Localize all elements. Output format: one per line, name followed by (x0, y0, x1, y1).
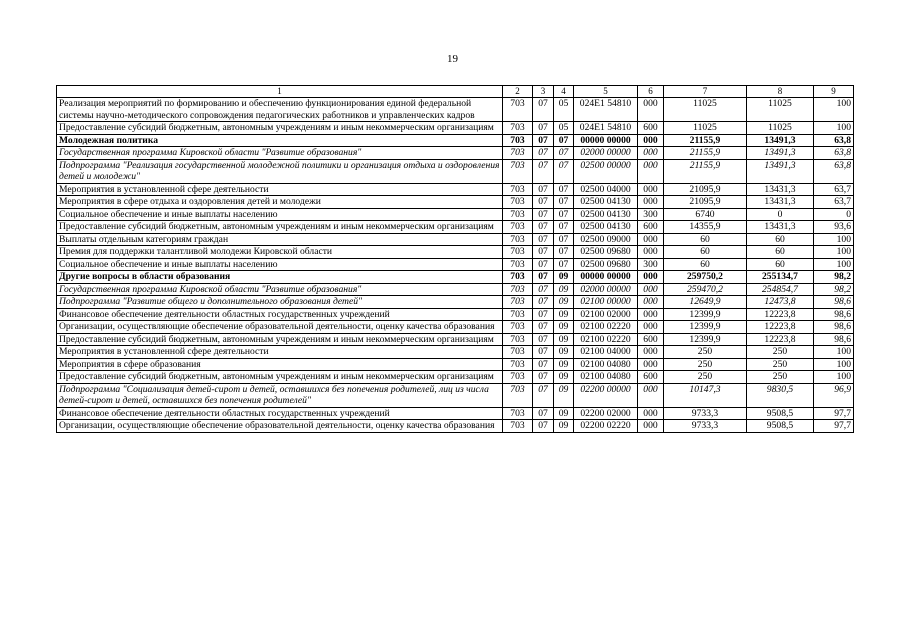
subsection-code-cell: 09 (554, 407, 574, 420)
section-code-cell: 07 (533, 383, 554, 407)
percent-executed-cell: 100 (814, 371, 854, 384)
ministry-code-cell: 703 (503, 233, 533, 246)
row-name-cell: Предоставление субсидий бюджетным, автономным учреждениям и иным некоммерческим организациям (57, 371, 503, 384)
subsection-code-cell: 07 (554, 258, 574, 271)
row-name-cell: Подпрограмма "Социализация детей-сирот и детей, оставшихся без попечения родителей, лиц из числа детей-сирот и детей, оставшихся без попечения родителей" (57, 383, 503, 407)
subsection-code-cell: 09 (554, 333, 574, 346)
section-code-cell: 07 (533, 208, 554, 221)
ministry-code-cell: 703 (503, 221, 533, 234)
ministry-code-cell: 703 (503, 271, 533, 284)
percent-executed-cell: 63,7 (814, 183, 854, 196)
actual-amount-cell: 250 (747, 371, 814, 384)
section-code-cell: 07 (533, 246, 554, 259)
subsection-code-cell: 09 (554, 346, 574, 359)
planned-amount-cell: 21095,9 (664, 196, 747, 209)
row-name-cell: Предоставление субсидий бюджетным, автономным учреждениям и иным некоммерческим организациям (57, 122, 503, 135)
target-article-cell: 02500 04130 (574, 208, 638, 221)
target-article-cell: 02100 04080 (574, 358, 638, 371)
planned-amount-cell: 21155,9 (664, 134, 747, 147)
row-name-cell: Организации, осуществляющие обеспечение образовательной деятельности, оценку качества образования (57, 321, 503, 334)
ministry-code-cell: 703 (503, 258, 533, 271)
actual-amount-cell: 13491,3 (747, 134, 814, 147)
actual-amount-cell: 12223,8 (747, 333, 814, 346)
ministry-code-cell: 703 (503, 407, 533, 420)
actual-amount-cell: 13491,3 (747, 159, 814, 183)
target-article-cell: 02200 02220 (574, 420, 638, 433)
target-article-cell: 02500 04130 (574, 196, 638, 209)
expense-type-cell: 000 (638, 134, 664, 147)
subsection-code-cell: 07 (554, 196, 574, 209)
row-name-cell: Предоставление субсидий бюджетным, автономным учреждениям и иным некоммерческим организациям (57, 333, 503, 346)
actual-amount-cell: 13431,3 (747, 221, 814, 234)
target-article-cell: 02100 02000 (574, 308, 638, 321)
planned-amount-cell: 9733,3 (664, 420, 747, 433)
subsection-code-cell: 07 (554, 147, 574, 160)
percent-executed-cell: 63,8 (814, 159, 854, 183)
actual-amount-cell: 250 (747, 346, 814, 359)
percent-executed-cell: 97,7 (814, 420, 854, 433)
table-row (57, 98, 854, 122)
target-article-cell: 00000 00000 (574, 271, 638, 284)
expense-type-cell: 000 (638, 296, 664, 309)
subsection-code-cell: 09 (554, 321, 574, 334)
table-row (57, 333, 854, 346)
planned-amount-cell: 21095,9 (664, 183, 747, 196)
table-row (57, 308, 854, 321)
subsection-code-cell: 05 (554, 98, 574, 122)
subsection-code-cell: 07 (554, 159, 574, 183)
planned-amount-cell: 259470,2 (664, 283, 747, 296)
actual-amount-cell: 60 (747, 233, 814, 246)
percent-executed-cell: 100 (814, 246, 854, 259)
ministry-code-cell: 703 (503, 134, 533, 147)
subsection-code-cell: 07 (554, 183, 574, 196)
row-name-cell: Реализация мероприятий по формированию и обеспечению функционирования единой федеральной системы научно-методического сопровождения педагогических работников и управленческих кадров (57, 98, 503, 122)
expense-type-cell: 600 (638, 221, 664, 234)
expense-type-cell: 000 (638, 283, 664, 296)
target-article-cell: 024Е1 54810 (574, 122, 638, 135)
percent-executed-cell: 100 (814, 122, 854, 135)
planned-amount-cell: 12399,9 (664, 321, 747, 334)
actual-amount-cell: 9508,5 (747, 420, 814, 433)
row-name-cell: Мероприятия в сфере образования (57, 358, 503, 371)
table-row (57, 296, 854, 309)
subsection-code-cell: 09 (554, 358, 574, 371)
table-header-row (57, 86, 854, 98)
subsection-code-cell: 07 (554, 134, 574, 147)
target-article-cell: 02200 00000 (574, 383, 638, 407)
target-article-cell: 02500 09680 (574, 246, 638, 259)
percent-executed-cell: 98,6 (814, 321, 854, 334)
ministry-code-cell: 703 (503, 208, 533, 221)
expense-type-cell: 000 (638, 407, 664, 420)
target-article-cell: 02500 00000 (574, 159, 638, 183)
row-name-cell: Организации, осуществляющие обеспечение образовательной деятельности, оценку качества образования (57, 420, 503, 433)
expense-type-cell: 000 (638, 196, 664, 209)
column-header-9: 9 (814, 86, 854, 98)
section-code-cell: 07 (533, 283, 554, 296)
percent-executed-cell: 63,8 (814, 147, 854, 160)
subsection-code-cell: 09 (554, 420, 574, 433)
budget-table (56, 85, 854, 433)
ministry-code-cell: 703 (503, 122, 533, 135)
target-article-cell: 024Е1 54810 (574, 98, 638, 122)
section-code-cell: 07 (533, 98, 554, 122)
table-row (57, 346, 854, 359)
actual-amount-cell: 12473,8 (747, 296, 814, 309)
ministry-code-cell: 703 (503, 183, 533, 196)
target-article-cell: 02100 02220 (574, 321, 638, 334)
section-code-cell: 07 (533, 147, 554, 160)
row-name-cell: Предоставление субсидий бюджетным, автономным учреждениям и иным некоммерческим организациям (57, 221, 503, 234)
actual-amount-cell: 255134,7 (747, 271, 814, 284)
subsection-code-cell: 05 (554, 122, 574, 135)
row-name-cell: Социальное обеспечение и иные выплаты населению (57, 208, 503, 221)
actual-amount-cell: 0 (747, 208, 814, 221)
table-row (57, 208, 854, 221)
ministry-code-cell: 703 (503, 98, 533, 122)
planned-amount-cell: 259750,2 (664, 271, 747, 284)
percent-executed-cell: 98,2 (814, 271, 854, 284)
section-code-cell: 07 (533, 358, 554, 371)
row-name-cell: Государственная программа Кировской области "Развитие образования" (57, 283, 503, 296)
section-code-cell: 07 (533, 296, 554, 309)
column-header-8: 8 (747, 86, 814, 98)
subsection-code-cell: 07 (554, 233, 574, 246)
target-article-cell: 02000 00000 (574, 283, 638, 296)
section-code-cell: 07 (533, 371, 554, 384)
ministry-code-cell: 703 (503, 283, 533, 296)
ministry-code-cell: 703 (503, 321, 533, 334)
percent-executed-cell: 100 (814, 358, 854, 371)
planned-amount-cell: 10147,3 (664, 383, 747, 407)
planned-amount-cell: 14355,9 (664, 221, 747, 234)
table-row (57, 358, 854, 371)
expense-type-cell: 000 (638, 246, 664, 259)
table-row (57, 159, 854, 183)
planned-amount-cell: 11025 (664, 98, 747, 122)
target-article-cell: 02500 04130 (574, 221, 638, 234)
table-row (57, 196, 854, 209)
actual-amount-cell: 12223,8 (747, 308, 814, 321)
column-header-4: 4 (554, 86, 574, 98)
expense-type-cell: 600 (638, 333, 664, 346)
page-number: 19 (447, 53, 458, 65)
expense-type-cell: 000 (638, 271, 664, 284)
table-row (57, 233, 854, 246)
actual-amount-cell: 9830,5 (747, 383, 814, 407)
row-name-cell: Подпрограмма "Реализация государственной молодежной политики и организация отдыха и оздоровления детей и молодежи" (57, 159, 503, 183)
planned-amount-cell: 21155,9 (664, 147, 747, 160)
percent-executed-cell: 98,6 (814, 308, 854, 321)
row-name-cell: Выплаты отдельным категориям граждан (57, 233, 503, 246)
actual-amount-cell: 60 (747, 246, 814, 259)
expense-type-cell: 000 (638, 147, 664, 160)
percent-executed-cell: 63,7 (814, 196, 854, 209)
expense-type-cell: 000 (638, 321, 664, 334)
subsection-code-cell: 07 (554, 246, 574, 259)
table-row (57, 134, 854, 147)
ministry-code-cell: 703 (503, 147, 533, 160)
expense-type-cell: 600 (638, 122, 664, 135)
column-header-1: 1 (57, 86, 503, 98)
expense-type-cell: 000 (638, 420, 664, 433)
planned-amount-cell: 9733,3 (664, 407, 747, 420)
section-code-cell: 07 (533, 271, 554, 284)
table-row (57, 371, 854, 384)
planned-amount-cell: 60 (664, 246, 747, 259)
table-row (57, 321, 854, 334)
target-article-cell: 02100 00000 (574, 296, 638, 309)
expense-type-cell: 600 (638, 371, 664, 384)
column-header-3: 3 (533, 86, 554, 98)
section-code-cell: 07 (533, 183, 554, 196)
planned-amount-cell: 60 (664, 258, 747, 271)
table-row (57, 183, 854, 196)
row-name-cell: Мероприятия в сфере отдыха и оздоровления детей и молодежи (57, 196, 503, 209)
table-row (57, 271, 854, 284)
table-row (57, 122, 854, 135)
column-header-6: 6 (638, 86, 664, 98)
table-row (57, 221, 854, 234)
percent-executed-cell: 100 (814, 98, 854, 122)
target-article-cell: 02100 04080 (574, 371, 638, 384)
actual-amount-cell: 254854,7 (747, 283, 814, 296)
expense-type-cell: 000 (638, 159, 664, 183)
percent-executed-cell: 100 (814, 258, 854, 271)
target-article-cell: 02100 04000 (574, 346, 638, 359)
target-article-cell: 02500 09680 (574, 258, 638, 271)
subsection-code-cell: 09 (554, 271, 574, 284)
expense-type-cell: 000 (638, 358, 664, 371)
section-code-cell: 07 (533, 333, 554, 346)
planned-amount-cell: 12399,9 (664, 333, 747, 346)
section-code-cell: 07 (533, 221, 554, 234)
ministry-code-cell: 703 (503, 308, 533, 321)
expense-type-cell: 000 (638, 383, 664, 407)
actual-amount-cell: 250 (747, 358, 814, 371)
percent-executed-cell: 0 (814, 208, 854, 221)
ministry-code-cell: 703 (503, 358, 533, 371)
column-header-5: 5 (574, 86, 638, 98)
planned-amount-cell: 12649,9 (664, 296, 747, 309)
percent-executed-cell: 63,8 (814, 134, 854, 147)
subsection-code-cell: 09 (554, 371, 574, 384)
target-article-cell: 00000 00000 (574, 134, 638, 147)
row-name-cell: Социальное обеспечение и иные выплаты населению (57, 258, 503, 271)
table-row (57, 258, 854, 271)
percent-executed-cell: 93,6 (814, 221, 854, 234)
section-code-cell: 07 (533, 407, 554, 420)
ministry-code-cell: 703 (503, 159, 533, 183)
actual-amount-cell: 60 (747, 258, 814, 271)
target-article-cell: 02000 00000 (574, 147, 638, 160)
ministry-code-cell: 703 (503, 296, 533, 309)
subsection-code-cell: 09 (554, 296, 574, 309)
row-name-cell: Подпрограмма "Развитие общего и дополнительного образования детей" (57, 296, 503, 309)
target-article-cell: 02500 04000 (574, 183, 638, 196)
expense-type-cell: 000 (638, 183, 664, 196)
planned-amount-cell: 6740 (664, 208, 747, 221)
planned-amount-cell: 250 (664, 371, 747, 384)
target-article-cell: 02200 02000 (574, 407, 638, 420)
actual-amount-cell: 11025 (747, 98, 814, 122)
section-code-cell: 07 (533, 308, 554, 321)
actual-amount-cell: 13431,3 (747, 183, 814, 196)
percent-executed-cell: 98,6 (814, 333, 854, 346)
actual-amount-cell: 11025 (747, 122, 814, 135)
section-code-cell: 07 (533, 258, 554, 271)
row-name-cell: Другие вопросы в области образования (57, 271, 503, 284)
target-article-cell: 02500 09000 (574, 233, 638, 246)
row-name-cell: Премия для поддержки талантливой молодежи Кировской области (57, 246, 503, 259)
target-article-cell: 02100 02220 (574, 333, 638, 346)
percent-executed-cell: 97,7 (814, 407, 854, 420)
planned-amount-cell: 250 (664, 346, 747, 359)
table-row (57, 246, 854, 259)
table-body (57, 98, 854, 433)
subsection-code-cell: 07 (554, 208, 574, 221)
table-row (57, 283, 854, 296)
subsection-code-cell: 09 (554, 383, 574, 407)
expense-type-cell: 000 (638, 98, 664, 122)
row-name-cell: Государственная программа Кировской области "Развитие образования" (57, 147, 503, 160)
column-header-7: 7 (664, 86, 747, 98)
section-code-cell: 07 (533, 346, 554, 359)
column-header-2: 2 (503, 86, 533, 98)
actual-amount-cell: 13431,3 (747, 196, 814, 209)
ministry-code-cell: 703 (503, 333, 533, 346)
table-row (57, 383, 854, 407)
table-row (57, 420, 854, 433)
ministry-code-cell: 703 (503, 371, 533, 384)
actual-amount-cell: 9508,5 (747, 407, 814, 420)
row-name-cell: Молодежная политика (57, 134, 503, 147)
section-code-cell: 07 (533, 420, 554, 433)
section-code-cell: 07 (533, 159, 554, 183)
ministry-code-cell: 703 (503, 246, 533, 259)
section-code-cell: 07 (533, 321, 554, 334)
percent-executed-cell: 98,6 (814, 296, 854, 309)
ministry-code-cell: 703 (503, 346, 533, 359)
percent-executed-cell: 100 (814, 233, 854, 246)
row-name-cell: Финансовое обеспечение деятельности областных государственных учреждений (57, 407, 503, 420)
ministry-code-cell: 703 (503, 420, 533, 433)
subsection-code-cell: 09 (554, 308, 574, 321)
planned-amount-cell: 21155,9 (664, 159, 747, 183)
percent-executed-cell: 100 (814, 346, 854, 359)
actual-amount-cell: 12223,8 (747, 321, 814, 334)
row-name-cell: Финансовое обеспечение деятельности областных государственных учреждений (57, 308, 503, 321)
expense-type-cell: 000 (638, 346, 664, 359)
planned-amount-cell: 60 (664, 233, 747, 246)
section-code-cell: 07 (533, 122, 554, 135)
actual-amount-cell: 13491,3 (747, 147, 814, 160)
expense-type-cell: 000 (638, 233, 664, 246)
expense-type-cell: 300 (638, 208, 664, 221)
ministry-code-cell: 703 (503, 196, 533, 209)
percent-executed-cell: 98,2 (814, 283, 854, 296)
section-code-cell: 07 (533, 134, 554, 147)
table-row (57, 147, 854, 160)
percent-executed-cell: 96,9 (814, 383, 854, 407)
planned-amount-cell: 11025 (664, 122, 747, 135)
row-name-cell: Мероприятия в установленной сфере деятельности (57, 346, 503, 359)
section-code-cell: 07 (533, 233, 554, 246)
ministry-code-cell: 703 (503, 383, 533, 407)
subsection-code-cell: 09 (554, 283, 574, 296)
expense-type-cell: 300 (638, 258, 664, 271)
section-code-cell: 07 (533, 196, 554, 209)
row-name-cell: Мероприятия в установленной сфере деятельности (57, 183, 503, 196)
planned-amount-cell: 12399,9 (664, 308, 747, 321)
planned-amount-cell: 250 (664, 358, 747, 371)
subsection-code-cell: 07 (554, 221, 574, 234)
table-row (57, 407, 854, 420)
expense-type-cell: 000 (638, 308, 664, 321)
